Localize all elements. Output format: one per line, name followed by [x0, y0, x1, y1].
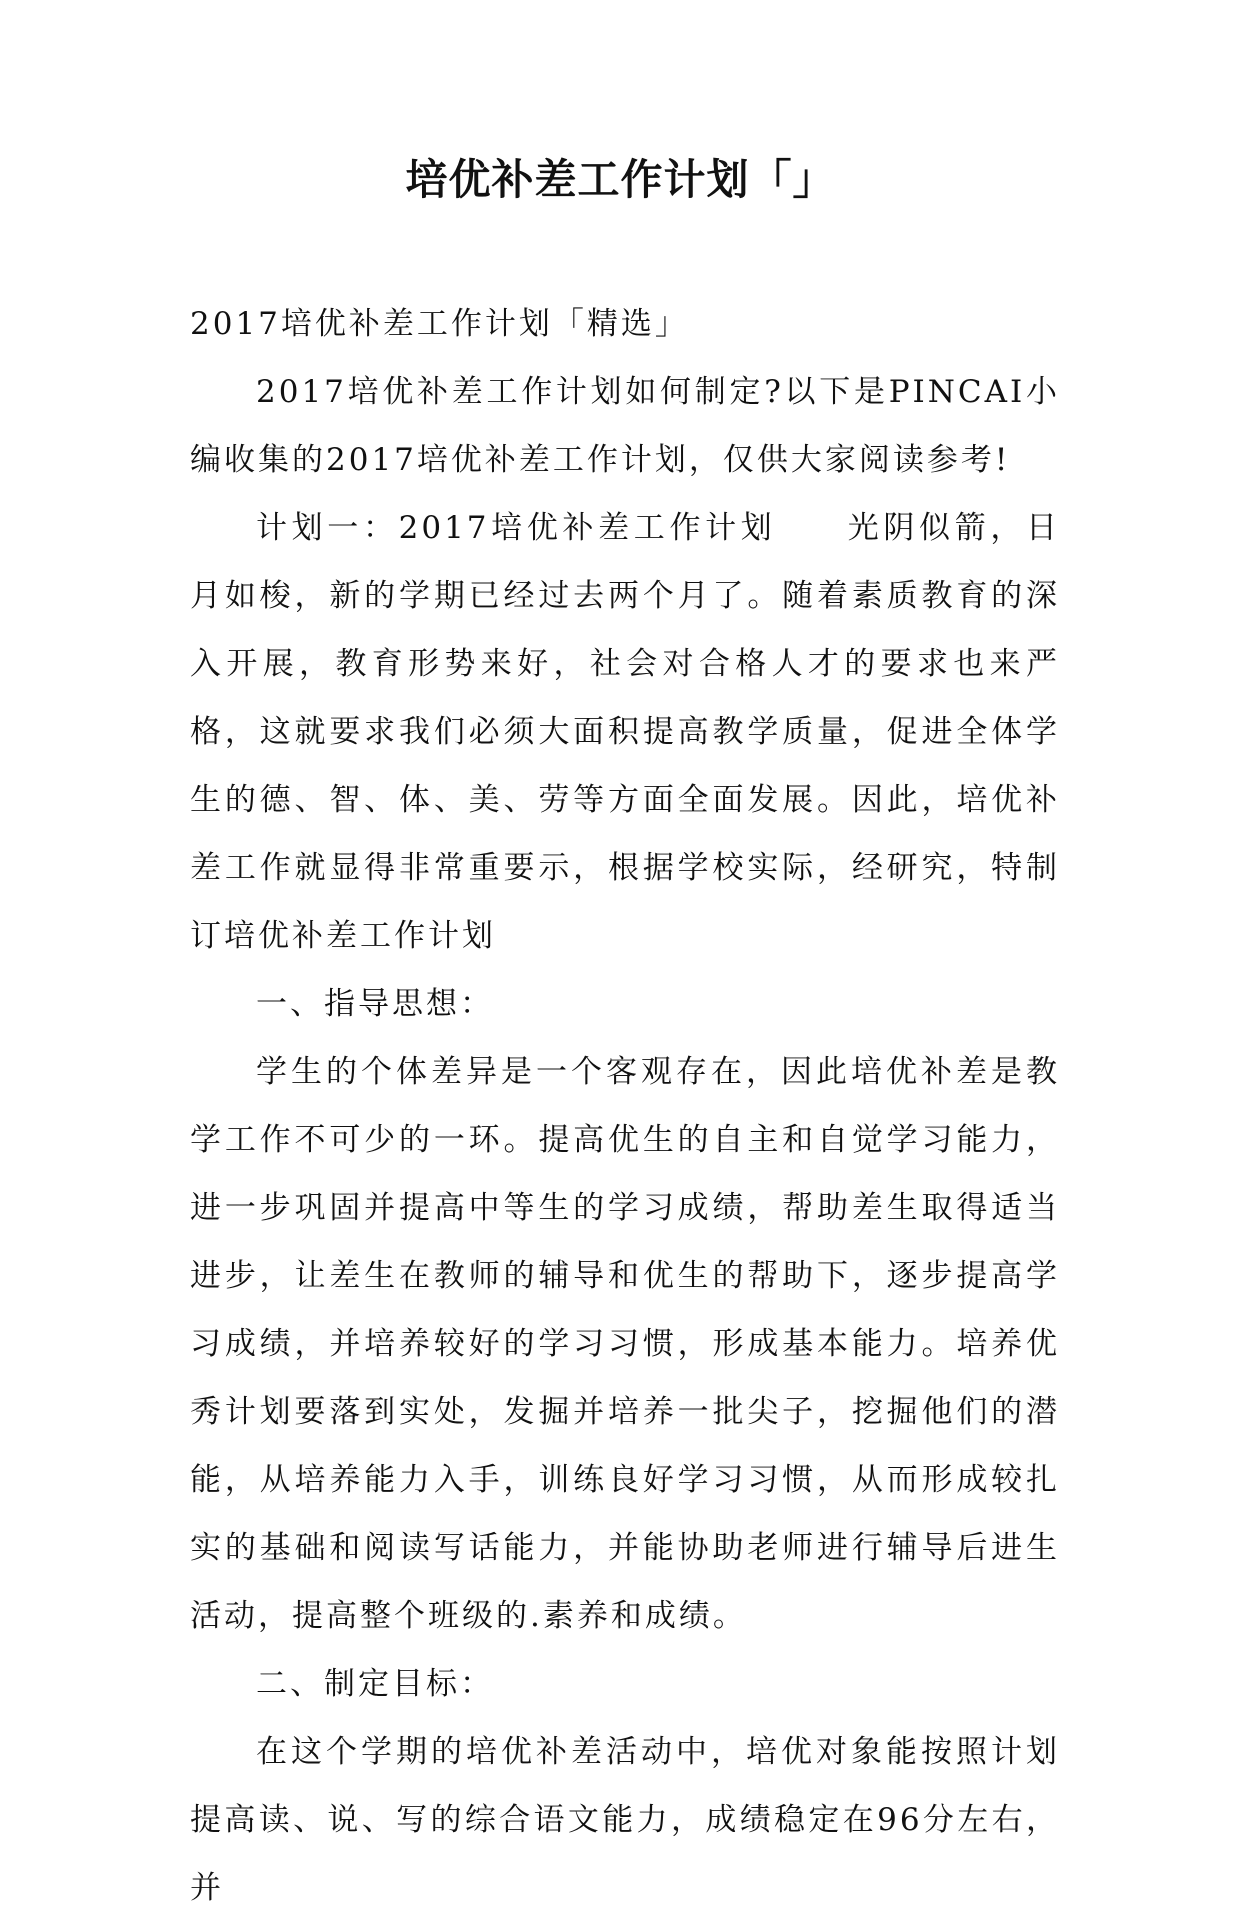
- document-body: [190, 290, 1060, 1922]
- document-title: 培优补差工作计划「」: [405, 155, 836, 204]
- intro-paragraph: 2017培优补差工作计划如何制定?以下是PINCAI小编收集的2017培优补差工作计划，仅供大家阅读参考!: [190, 374, 1060, 478]
- section-heading-guiding-thought: 一、指导思想：: [256, 986, 494, 1022]
- document-subtitle: 2017培优补差工作计划「精选」: [190, 306, 689, 342]
- guiding-thought-paragraph: 学生的个体差异是一个客观存在，因此培优补差是教学工作不可少的一环。提高优生的自主和自觉学习能力，进一步巩固并提高中等生的学习成绩，帮助差生取得适当进步，让差生在教师的辅导和优生的帮助下，逐步提高学习成绩，并培养较好的学习习惯，形成基本能力。培养优秀计划要落到实处，发掘并培养一批尖子，挖掘他们的潜能，从培养能力入手，训练良好学习习惯，从而形成较扎实的基础和阅读写话能力，并能协助老师进行辅导后进生活动，提高整个班级的.素养和成绩。: [190, 1054, 1060, 1634]
- goals-paragraph: 在这个学期的培优补差活动中，培优对象能按照计划提高读、说、写的综合语文能力，成绩稳定在96分左右，并: [190, 1734, 1060, 1906]
- plan-one-paragraph: 计划一：2017培优补差工作计划 光阴似箭，日月如梭，新的学期已经过去两个月了。随着素质教育的深入开展，教育形势来好，社会对合格人才的要求也来严格，这就要求我们必须大面积提高教学质量，促进全体学生的德、智、体、美、劳等方面全面发展。因此，培优补差工作就显得非常重要示，根据学校实际，经研究，特制订培优补差工作计划: [190, 510, 1060, 954]
- section-heading-goals: 二、制定目标：: [256, 1666, 494, 1702]
